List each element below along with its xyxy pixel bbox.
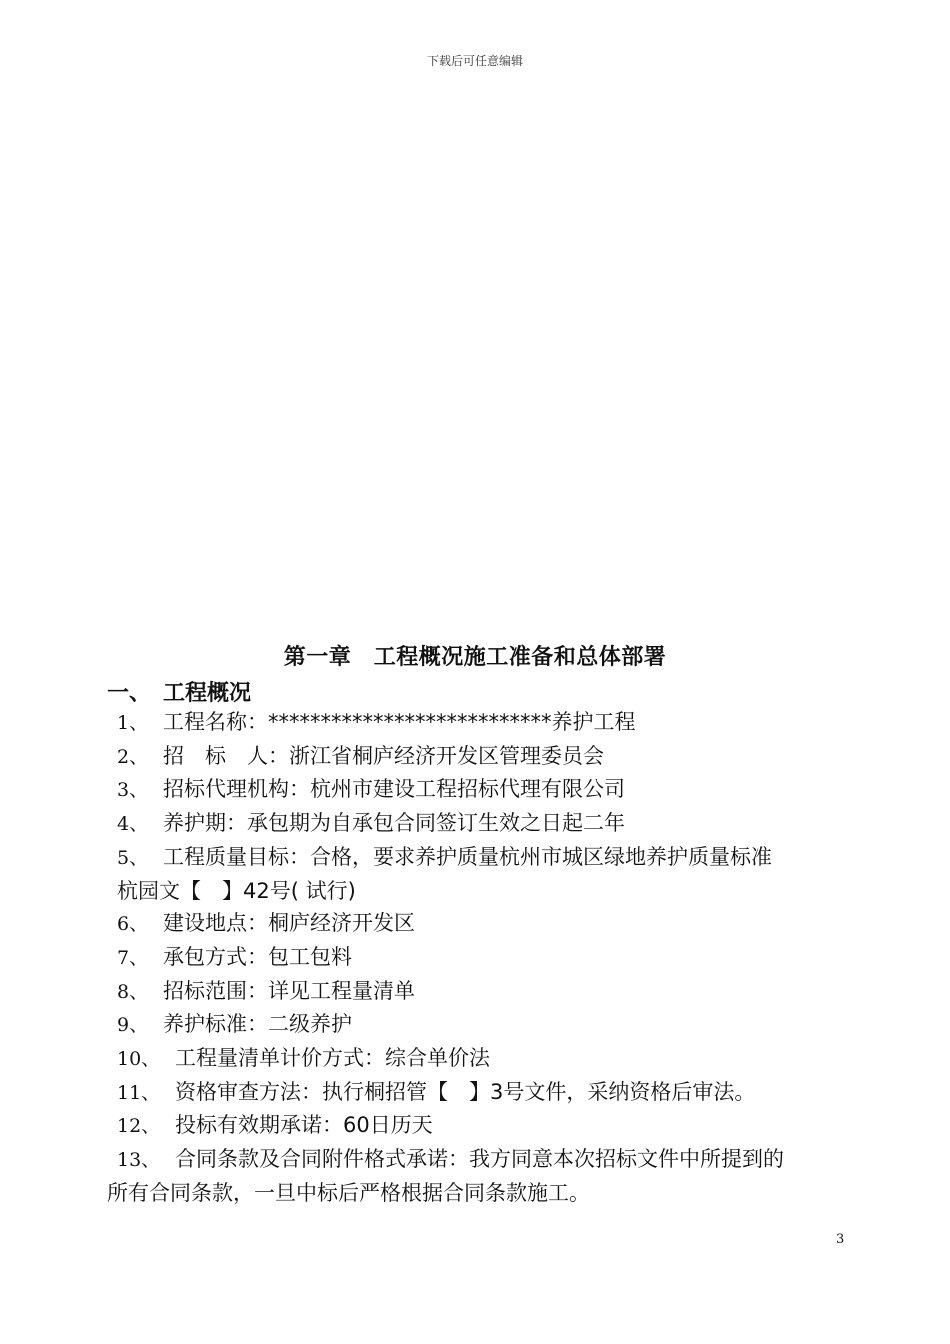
item-text: 招标范围：详见工程量清单: [163, 978, 415, 1003]
list-item-continuation: 所有合同条款，一旦中标后严格根据合同条款施工。: [107, 1180, 590, 1205]
item-number: 10、: [117, 1048, 161, 1071]
project-overview-list: [107, 706, 852, 1210]
section-heading: [107, 676, 251, 707]
list-item: [107, 706, 852, 740]
section-number: 一、: [107, 681, 152, 706]
list-item: [107, 1008, 852, 1042]
list-item: [107, 1109, 852, 1143]
list-item: [107, 1042, 852, 1076]
item-text: 投标有效期承诺：60日历天: [175, 1113, 433, 1138]
list-item: [107, 807, 852, 841]
section-title: 工程概况: [163, 681, 252, 706]
item-text: 招标代理机构：杭州市建设工程招标代理有限公司: [163, 777, 625, 802]
page-header-note: 下载后可任意编辑: [426, 54, 523, 68]
list-item: [107, 975, 852, 1009]
item-number: 7、: [117, 946, 149, 969]
item-number: 8、: [117, 980, 149, 1003]
list-item: [107, 1143, 852, 1177]
list-item-continuation: 杭园文【 】42号( 试行): [117, 878, 356, 903]
item-text: 工程质量目标：合格，要求养护质量杭州市城区绿地养护质量标准: [163, 844, 772, 869]
list-item: [107, 941, 852, 975]
chapter-title: 第一章 工程概况施工准备和总体部署: [283, 645, 667, 670]
item-number: 13、: [117, 1149, 161, 1172]
item-number: 2、: [117, 745, 149, 768]
item-number: 11、: [117, 1081, 161, 1104]
item-number: 5、: [117, 846, 149, 869]
item-number: 3、: [117, 779, 149, 802]
list-item: [107, 1076, 852, 1110]
item-number: 4、: [117, 813, 149, 836]
item-text: 养护标准：二级养护: [163, 1012, 352, 1037]
item-text: 招 标 人：浙江省桐庐经济开发区管理委员会: [163, 743, 604, 768]
list-item: [107, 773, 852, 807]
item-number: 1、: [117, 712, 149, 734]
item-text: 养护期：承包期为自承包合同签订生效之日起二年: [163, 811, 625, 836]
list-item: [107, 907, 852, 941]
item-number: 12、: [117, 1115, 161, 1138]
item-text: 资格审查方法：执行桐招管【 】3号文件，采纳资格后审法。: [175, 1079, 756, 1104]
item-text: 建设地点：桐庐经济开发区: [163, 911, 415, 936]
item-text: 工程名称：***************************养护工程: [163, 710, 636, 734]
item-number: 6、: [117, 913, 149, 936]
item-text: 合同条款及合同附件格式承诺：我方同意本次招标文件中所提到的: [175, 1147, 784, 1172]
list-item: [107, 841, 852, 875]
item-text: 工程量清单计价方式：综合单价法: [175, 1046, 490, 1071]
item-number: 9、: [117, 1014, 149, 1037]
list-item: [107, 740, 852, 774]
item-text: 承包方式：包工包料: [163, 944, 352, 969]
page-number: 3: [836, 1232, 845, 1247]
